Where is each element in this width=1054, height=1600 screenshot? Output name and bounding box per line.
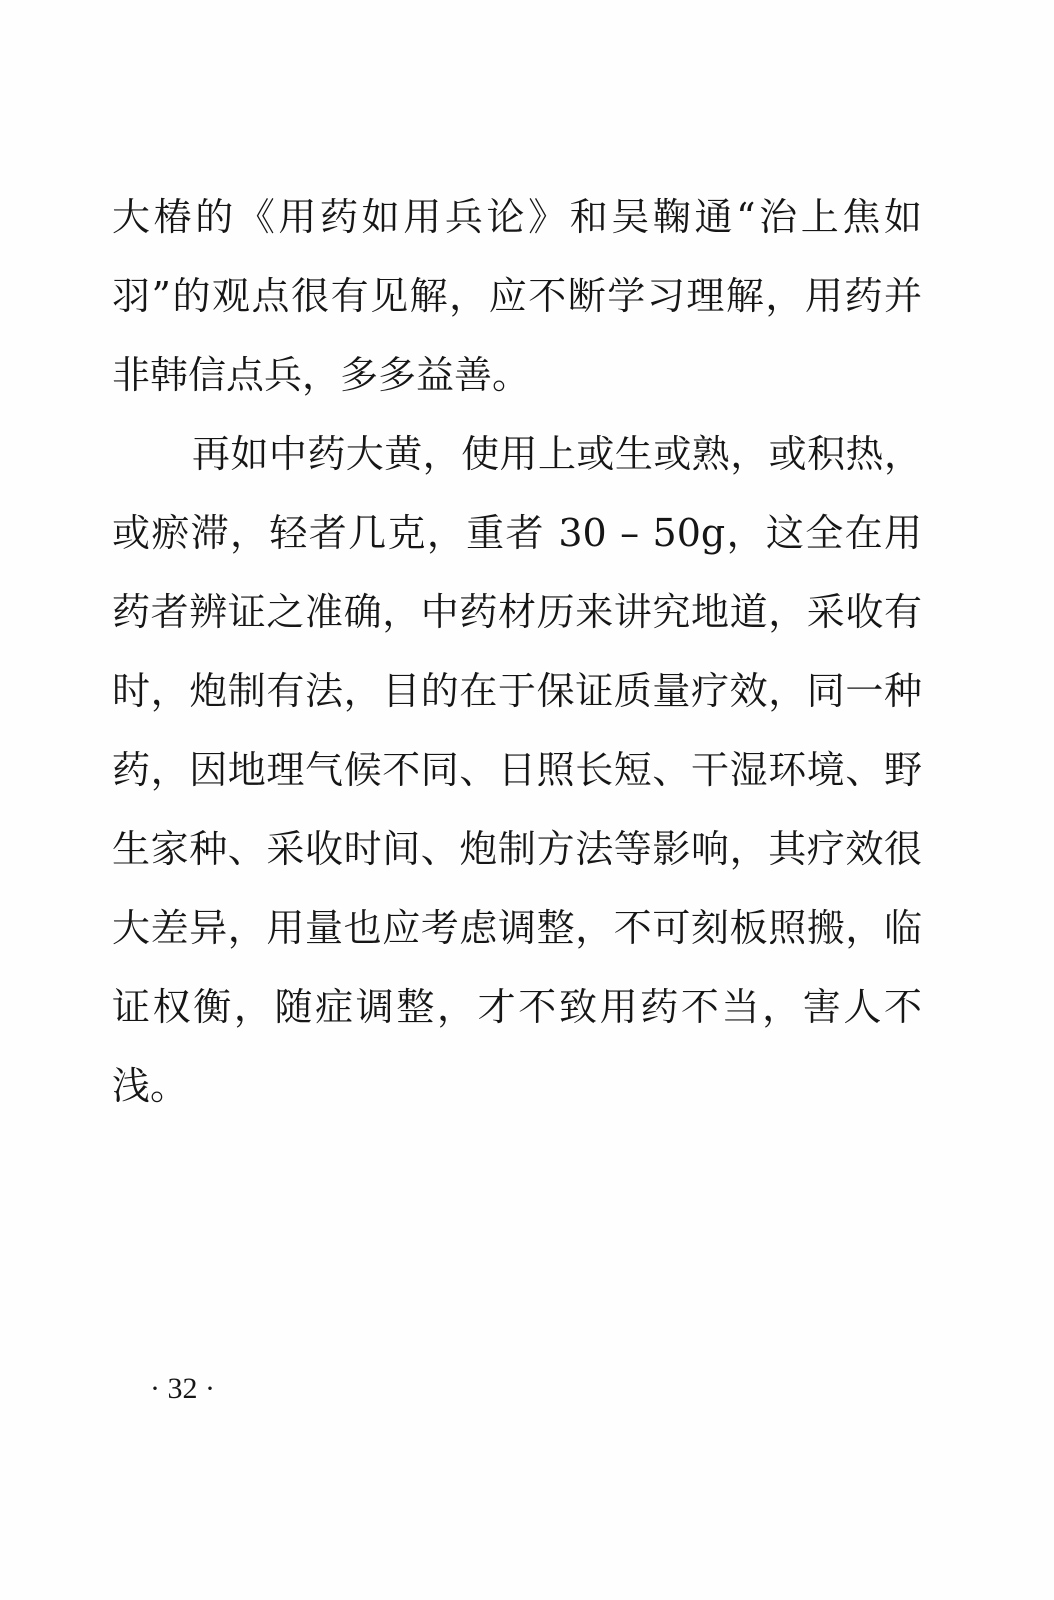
body-text (112, 178, 922, 1126)
page-number: · 32 · (150, 1372, 215, 1405)
paragraph-2: 再如中药大黄，使用上或生或熟，或积热，或瘀滞，轻者几克，重者 30 – 50g，这全在用药者辨证之准确，中药材历来讲究地道，采收有时，炮制有法，目的在于保证质量疗效，同一种药，因地理气候不同、日照长短、干湿环境、野生家种、采收时间、炮制方法等影响，其疗效很大差异，用量也应考虑调整，不可刻板照搬，临证权衡，随症调整，才不致用药不当，害人不浅。 (112, 432, 922, 1108)
paragraph-1: 大椿的《用药如用兵论》和吴鞠通“治上焦如羽”的观点很有见解，应不断学习理解，用药并非韩信点兵，多多益善。 (112, 195, 922, 397)
